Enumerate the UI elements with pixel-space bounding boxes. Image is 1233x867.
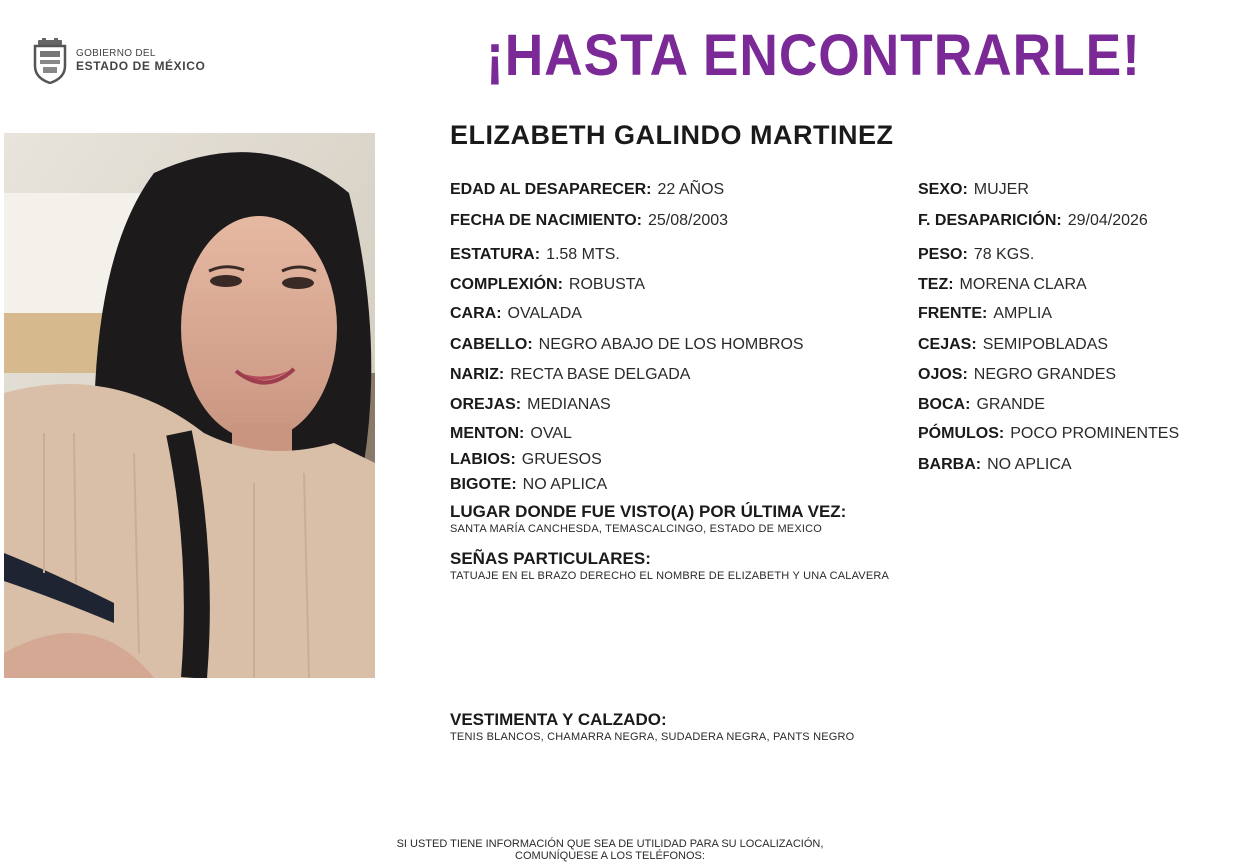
last-seen-section bbox=[450, 502, 846, 536]
detail-value: MORENA CLARA bbox=[959, 276, 1087, 293]
detail-label: TEZ: bbox=[918, 276, 954, 293]
person-photo bbox=[4, 133, 375, 678]
detail-value: 1.58 MTS. bbox=[546, 246, 620, 263]
detail-pomulos bbox=[918, 424, 1179, 444]
detail-label: PESO: bbox=[918, 246, 968, 263]
detail-value: NEGRO GRANDES bbox=[973, 366, 1117, 383]
clothing-section bbox=[450, 710, 854, 744]
clothing-label: VESTIMENTA Y CALZADO: bbox=[450, 710, 667, 729]
detail-value: RECTA BASE DELGADA bbox=[510, 366, 691, 383]
detail-value: MEDIANAS bbox=[527, 396, 611, 413]
detail-label: FRENTE: bbox=[918, 305, 988, 322]
detail-value: AMPLIA bbox=[993, 305, 1053, 322]
detail-label: CEJAS: bbox=[918, 336, 977, 353]
detail-value: 25/08/2003 bbox=[648, 212, 729, 229]
detail-value: OVALADA bbox=[507, 305, 582, 322]
government-logo bbox=[32, 38, 205, 84]
state-crest-icon bbox=[32, 38, 68, 84]
detail-estatura bbox=[450, 245, 620, 265]
detail-peso bbox=[918, 245, 1034, 265]
detail-cabello bbox=[450, 335, 804, 355]
headline: ¡HASTA ENCONTRARLE! bbox=[486, 23, 1141, 88]
detail-value: NO APLICA bbox=[987, 456, 1072, 473]
detail-edad bbox=[450, 180, 724, 200]
footer-line-2: COMUNÍQUESE A LOS TELÉFONOS: bbox=[515, 850, 705, 862]
detail-label: MENTON: bbox=[450, 425, 525, 442]
detail-label: NARIZ: bbox=[450, 366, 505, 383]
detail-cejas bbox=[918, 335, 1108, 355]
detail-value: GRANDE bbox=[976, 396, 1045, 413]
detail-labios bbox=[450, 450, 602, 470]
detail-label: CABELLO: bbox=[450, 336, 533, 353]
detail-value: GRUESOS bbox=[521, 451, 602, 468]
detail-label: FECHA DE NACIMIENTO: bbox=[450, 212, 642, 229]
detail-value: SEMIPOBLADAS bbox=[982, 336, 1109, 353]
detail-boca bbox=[918, 395, 1045, 415]
detail-label: CARA: bbox=[450, 305, 502, 322]
last-seen-value: SANTA MARÍA CANCHESDA, TEMASCALCINGO, ESTADO DE MEXICO bbox=[450, 523, 823, 535]
footer-line-1: SI USTED TIENE INFORMACIÓN QUE SEA DE UTILIDAD PARA SU LOCALIZACIÓN, bbox=[396, 838, 824, 850]
detail-label: LABIOS: bbox=[450, 451, 516, 468]
detail-label: PÓMULOS: bbox=[918, 425, 1005, 442]
marks-section bbox=[450, 549, 889, 583]
person-name: ELIZABETH GALINDO MARTINEZ bbox=[450, 120, 894, 150]
org-line-2: ESTADO DE MÉXICO bbox=[76, 58, 206, 73]
detail-sexo bbox=[918, 180, 1029, 200]
detail-ojos bbox=[918, 365, 1116, 385]
marks-label: SEÑAS PARTICULARES: bbox=[450, 549, 651, 568]
footer-notice bbox=[0, 838, 1220, 862]
detail-complexion bbox=[450, 275, 645, 295]
detail-menton bbox=[450, 424, 572, 444]
marks-value: TATUAJE EN EL BRAZO DERECHO EL NOMBRE DE ELIZABETH Y UNA CALAVERA bbox=[450, 570, 890, 582]
detail-barba bbox=[918, 455, 1072, 475]
detail-value: NEGRO ABAJO DE LOS HOMBROS bbox=[538, 336, 804, 353]
detail-value: MUJER bbox=[973, 181, 1029, 198]
detail-value: POCO PROMINENTES bbox=[1010, 425, 1180, 442]
detail-value: ROBUSTA bbox=[568, 276, 646, 293]
detail-fecha-nacimiento bbox=[450, 211, 728, 231]
detail-value: OVAL bbox=[530, 425, 572, 442]
detail-label: F. DESAPARICIÓN: bbox=[918, 212, 1062, 229]
detail-orejas bbox=[450, 395, 611, 415]
detail-fecha-desaparicion bbox=[918, 211, 1148, 231]
detail-label: OREJAS: bbox=[450, 396, 522, 413]
detail-label: BOCA: bbox=[918, 396, 971, 413]
detail-label: COMPLEXIÓN: bbox=[450, 276, 563, 293]
detail-value: 29/04/2026 bbox=[1067, 212, 1148, 229]
detail-label: EDAD AL DESAPARECER: bbox=[450, 181, 652, 198]
detail-nariz bbox=[450, 365, 690, 385]
detail-value: NO APLICA bbox=[522, 476, 608, 493]
last-seen-label: LUGAR DONDE FUE VISTO(A) POR ÚLTIMA VEZ: bbox=[450, 502, 847, 521]
clothing-value: TENIS BLANCOS, CHAMARRA NEGRA, SUDADERA NEGRA, PANTS NEGRO bbox=[450, 731, 855, 743]
detail-label: BIGOTE: bbox=[450, 476, 517, 493]
detail-frente bbox=[918, 304, 1052, 324]
detail-cara bbox=[450, 304, 582, 324]
detail-tez bbox=[918, 275, 1087, 295]
detail-value: 22 AÑOS bbox=[657, 181, 725, 198]
detail-label: OJOS: bbox=[918, 366, 968, 383]
detail-label: ESTATURA: bbox=[450, 246, 541, 263]
detail-label: SEXO: bbox=[918, 181, 968, 198]
detail-bigote bbox=[450, 475, 607, 495]
detail-label: BARBA: bbox=[918, 456, 982, 473]
detail-value: 78 KGS. bbox=[973, 246, 1035, 263]
org-line-1: GOBIERNO DEL bbox=[76, 48, 156, 60]
